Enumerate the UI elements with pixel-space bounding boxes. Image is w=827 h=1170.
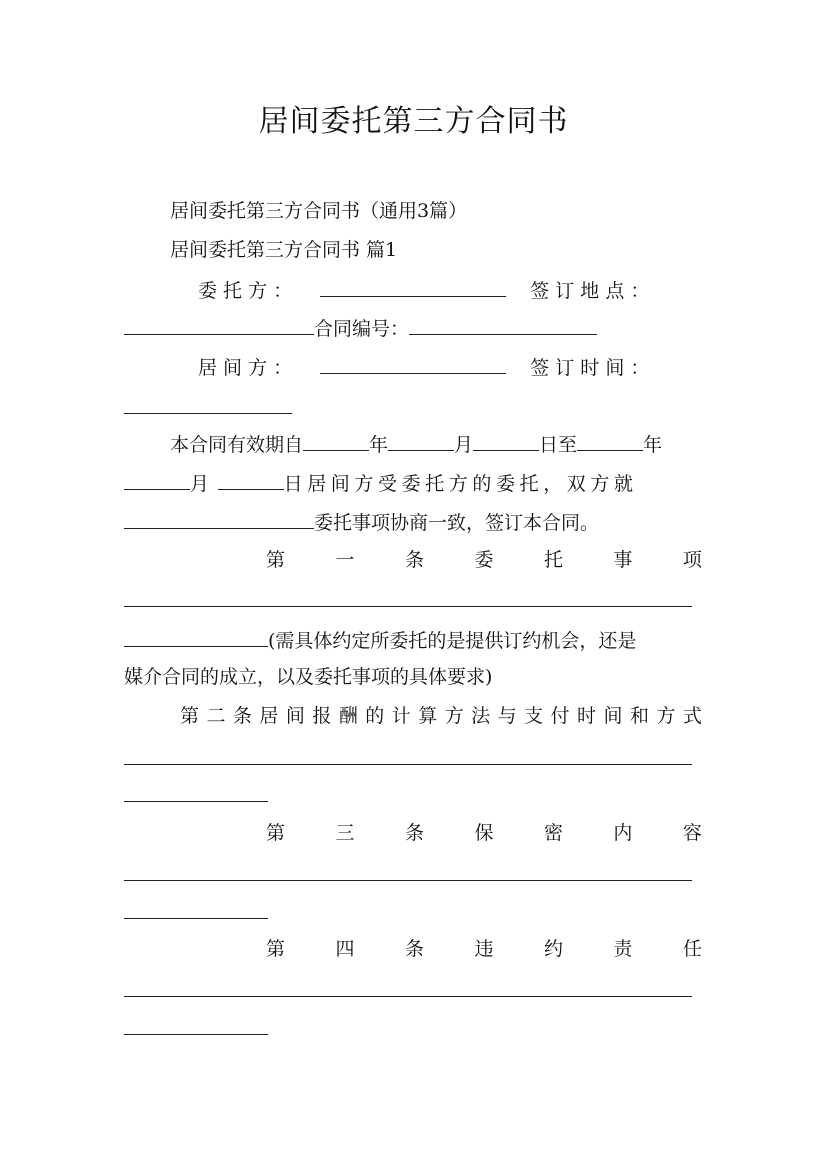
article-2-heading (180, 701, 702, 731)
article-1-note-line-2: 媒介合同的成立，以及委托事项的具体要求) (124, 666, 493, 688)
article-2-rule-2 (124, 801, 268, 802)
article-3-heading (266, 818, 702, 848)
article1-heading-char: 条 (404, 549, 424, 571)
article4-heading-char: 第 (266, 938, 286, 960)
day-blank (473, 428, 539, 451)
article-2-rule-1 (124, 764, 692, 765)
article3-heading-char: 第 (266, 822, 286, 844)
article-1-heading (266, 545, 702, 575)
article-4-rule-1 (124, 996, 692, 997)
year-label: 年 (369, 434, 389, 456)
validity-text: 本合同有效期自 (170, 434, 304, 456)
article3-heading-char: 条 (404, 822, 424, 844)
article2-heading-char: 计 (391, 705, 411, 727)
article1-heading-char: 事 (613, 549, 633, 571)
contract-no-blank (409, 312, 597, 335)
client-label: 委 托 方 ： (198, 280, 293, 302)
article2-heading-char: 式 (682, 705, 702, 727)
contract-no-row (124, 312, 702, 344)
article2-heading-char: 间 (285, 705, 305, 727)
article3-heading-char: 保 (474, 822, 494, 844)
article2-heading-char: 法 (471, 705, 491, 727)
broker-blank (320, 351, 506, 374)
article2-heading-char: 算 (418, 705, 438, 727)
day-to-label: 日至 (539, 434, 578, 456)
article3-heading-char: 密 (543, 822, 563, 844)
article-1-rule-1 (124, 606, 692, 607)
sign-time-blank (124, 413, 292, 414)
sign-time-label: 签 订 时 间 ： (530, 357, 650, 379)
document-title: 居间委托第三方合同书 (258, 104, 569, 139)
article2-heading-char: 酬 (338, 705, 358, 727)
article-3-rule-1 (124, 880, 692, 881)
broker-row (198, 351, 702, 383)
part-heading: 居间委托第三方合同书 篇1 (170, 239, 398, 261)
validity-line-2 (124, 467, 702, 499)
sign-place-label: 签 订 地 点 ： (530, 280, 650, 302)
article2-heading-char: 居 (259, 705, 279, 727)
month-blank (388, 428, 454, 451)
article1-heading-char: 委 (474, 549, 494, 571)
article4-heading-char: 约 (543, 938, 563, 960)
article2-heading-char: 支 (524, 705, 544, 727)
article2-heading-char: 方 (444, 705, 464, 727)
article2-heading-char: 条 (232, 705, 252, 727)
article4-heading-char: 任 (682, 938, 702, 960)
article3-heading-char: 内 (613, 822, 633, 844)
article-1-note-1: (需具体约定所委托的是提供订约机会，还是 (268, 630, 637, 652)
article-4-rule-2 (124, 1034, 268, 1035)
article4-heading-char: 四 (335, 938, 355, 960)
month-label: 月 (454, 434, 474, 456)
year2-label: 年 (643, 434, 663, 456)
article-4-heading (266, 934, 702, 964)
article2-heading-char: 二 (206, 705, 226, 727)
article2-heading-char: 和 (629, 705, 649, 727)
validity-rest: 日居间方受委托方的委托，双方就 (283, 473, 638, 495)
article4-heading-char: 条 (404, 938, 424, 960)
document-subtitle: 居间委托第三方合同书（通用3篇） (170, 200, 468, 222)
article2-heading-char: 间 (603, 705, 623, 727)
year-blank (303, 428, 369, 451)
article2-heading-char: 付 (550, 705, 570, 727)
article2-heading-char: 报 (312, 705, 332, 727)
article4-heading-char: 违 (474, 938, 494, 960)
article1-heading-char: 托 (543, 549, 563, 571)
article2-heading-char: 方 (656, 705, 676, 727)
article1-heading-char: 项 (682, 549, 702, 571)
day2-blank (218, 467, 284, 490)
sign-place-blank (124, 312, 314, 335)
article3-heading-char: 容 (682, 822, 702, 844)
client-row (198, 274, 702, 306)
validity-line-1 (170, 428, 702, 460)
validity-end: 委托事项协商一致，签订本合同。 (314, 512, 600, 534)
month2-label: 月 (190, 473, 214, 495)
article-1-note-line-1 (124, 624, 702, 656)
article-3-rule-2 (124, 918, 268, 919)
article4-heading-char: 责 (613, 938, 633, 960)
article2-heading-char: 的 (365, 705, 385, 727)
article2-heading-char: 时 (577, 705, 597, 727)
client-blank (320, 274, 506, 297)
broker-label: 居 间 方 ： (198, 357, 293, 379)
article2-heading-char: 与 (497, 705, 517, 727)
year2-blank (577, 428, 643, 451)
article-1-rule-2 (124, 624, 268, 647)
contract-no-label: 合同编号： (314, 318, 410, 340)
article1-heading-char: 第 (266, 549, 286, 571)
article1-heading-char: 一 (335, 549, 355, 571)
matter-blank (124, 506, 314, 529)
month2-blank (124, 467, 190, 490)
validity-line-3 (124, 506, 702, 538)
article2-heading-char: 第 (180, 705, 200, 727)
article3-heading-char: 三 (335, 822, 355, 844)
